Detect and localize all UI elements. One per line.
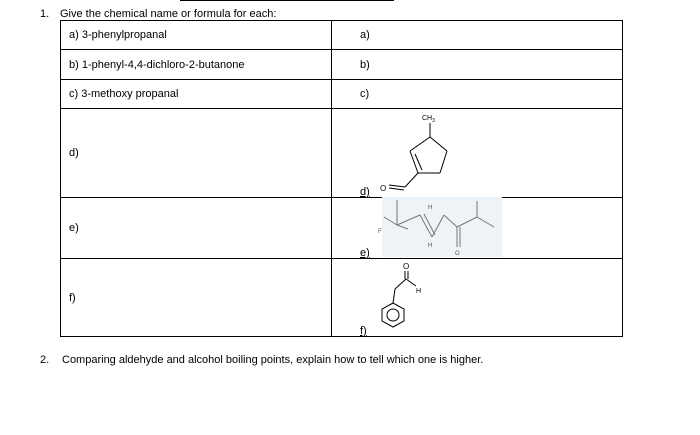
question-1-number: 1. [40, 8, 50, 20]
row-f-answer-label: f) [360, 325, 367, 337]
row-d-answer-label: d) [360, 186, 370, 198]
question-1-prompt: Give the chemical name or formula for each: [60, 8, 277, 20]
row-d-answer [332, 109, 623, 198]
top-rule [180, 0, 394, 1]
ketone-oxygen-label: O [455, 251, 460, 257]
table-row [61, 198, 623, 259]
fluorine-label: F [378, 229, 382, 235]
table-row [61, 80, 623, 109]
row-a-question: a) 3-phenylpropanal [61, 21, 332, 50]
row-f-question: f) [61, 259, 332, 337]
table-row [61, 50, 623, 80]
table-row [61, 259, 623, 337]
row-b-answer[interactable] [332, 50, 623, 80]
row-e-answer [332, 198, 623, 259]
fluoro-enone-structure [372, 195, 512, 259]
question-2-prompt: Comparing aldehyde and alcohol boiling points, explain how to tell which one is higher. [62, 354, 484, 366]
row-d-question: d) [61, 109, 332, 198]
row-e-question: e) [61, 198, 332, 259]
phenylacetaldehyde-structure [372, 259, 452, 335]
row-e-answer-label: e) [360, 247, 370, 259]
methyl-label: $CH_3$ [422, 115, 435, 124]
alkene-hydrogen-1: H [428, 205, 433, 211]
oxygen-label: O [380, 184, 387, 193]
row-c-question: c) 3-methoxy propanal [61, 80, 332, 109]
row-b-question: b) 1-phenyl-4,4-dichloro-2-butanone [61, 50, 332, 80]
row-a-answer[interactable] [332, 21, 623, 50]
row-b-answer-label: b) [360, 58, 370, 71]
row-c-answer-label: c) [360, 88, 370, 100]
alkene-hydrogen-2: H [428, 243, 433, 249]
aldehyde-hydrogen-label: H [416, 288, 422, 295]
question-1 [40, 8, 276, 20]
row-f-answer [332, 259, 623, 337]
question-table [60, 20, 623, 337]
question-2 [40, 354, 483, 366]
row-a-answer-label: a) [360, 29, 370, 41]
cyclopentene-aldehyde-structure [362, 109, 482, 198]
row-c-answer[interactable] [332, 80, 623, 109]
aldehyde-oxygen-label: O [403, 262, 410, 271]
question-2-number: 2. [40, 354, 50, 366]
table-row [61, 109, 623, 198]
table-row [61, 21, 623, 50]
